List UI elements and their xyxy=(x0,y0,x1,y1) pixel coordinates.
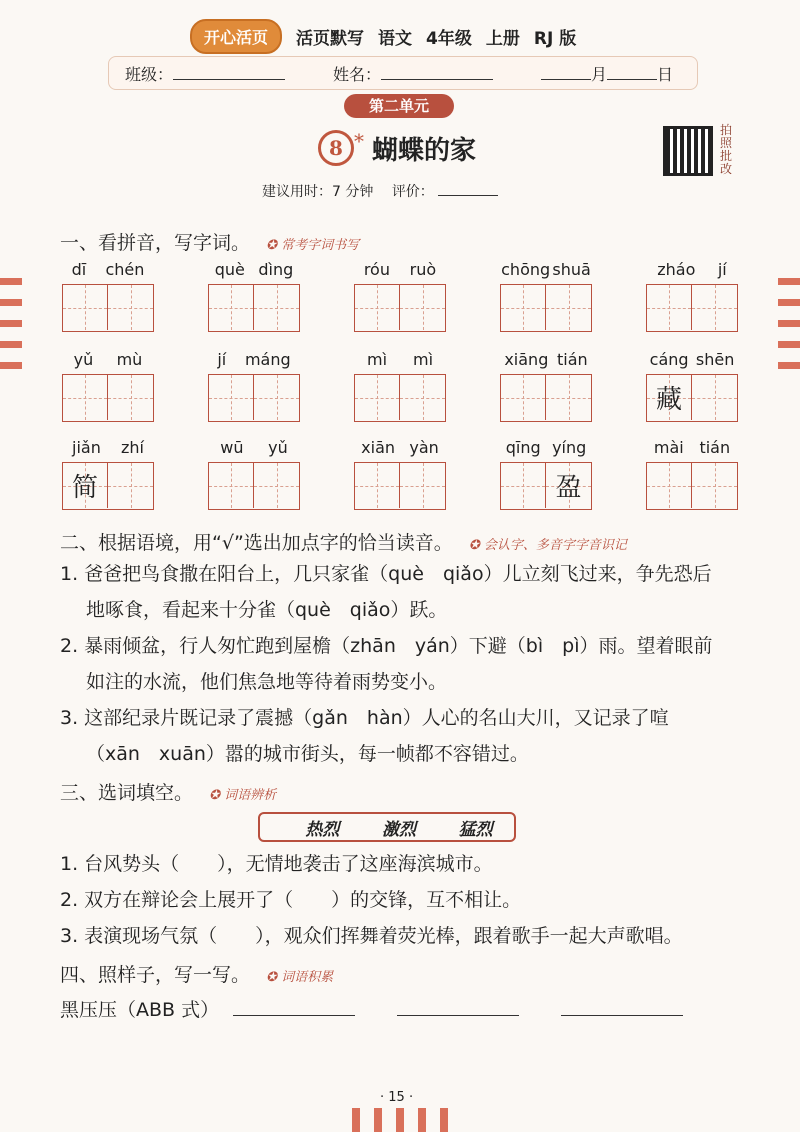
name-field[interactable] xyxy=(381,66,493,80)
writing-box[interactable] xyxy=(692,375,737,420)
pinyin-syllable: yǔ xyxy=(73,350,94,369)
section-1-title: 一、看拼音，写字词。 xyxy=(60,232,251,254)
section-2-title: 二、根据语境，用“√”选出加点字的恰当读音。 xyxy=(60,532,453,554)
written-char xyxy=(108,463,153,508)
student-info-bar xyxy=(108,56,698,90)
pinyin-word-cell xyxy=(646,260,738,332)
writing-box[interactable] xyxy=(63,463,108,508)
qr-caption: 拍照批改 xyxy=(720,123,733,176)
answer-blank[interactable] xyxy=(233,998,355,1016)
pinyin-word-cell xyxy=(500,350,592,422)
writing-grid xyxy=(500,462,592,510)
brand-logo: 开心活页 xyxy=(190,19,282,54)
writing-box[interactable] xyxy=(209,285,254,330)
pinyin-word-cell xyxy=(62,438,154,510)
pinyin-syllable: jí xyxy=(217,350,227,369)
edition: RJ 版 xyxy=(533,28,577,49)
meta-line xyxy=(262,181,498,201)
s3-item: 2. 双方在辩论会上展开了（ ）的交锋，互不相让。 xyxy=(60,889,522,911)
section-2-body xyxy=(60,556,750,772)
pinyin-label xyxy=(62,350,154,374)
writing-box[interactable] xyxy=(209,463,254,508)
pinyin-label xyxy=(646,350,738,374)
s2-line: 地啄食，看起来十分雀（què qiǎo）跃。 xyxy=(86,599,448,621)
writing-box[interactable] xyxy=(254,375,299,420)
writing-box[interactable] xyxy=(108,463,153,508)
section-3-tag: ✪ 词语辨析 xyxy=(209,788,277,803)
writing-box[interactable] xyxy=(63,285,108,330)
pinyin-syllable: yǔ xyxy=(268,438,288,457)
written-char xyxy=(355,375,399,420)
writing-box[interactable] xyxy=(400,463,445,508)
s2-line: 2. 暴雨倾盆，行人匆忙跑到屋檐（zhān yán）下避（bì pì）雨。望着眼前 xyxy=(60,635,713,657)
volume: 上册 xyxy=(485,28,520,49)
pinyin-label xyxy=(646,438,738,462)
class-label: 班级： xyxy=(125,64,174,84)
pinyin-word-cell xyxy=(62,260,154,332)
writing-grid xyxy=(208,462,300,510)
pinyin-syllable: mài xyxy=(653,438,684,457)
pinyin-syllable: wū xyxy=(220,438,244,457)
pinyin-syllable: shuā xyxy=(552,260,591,279)
written-char xyxy=(692,285,737,330)
pinyin-syllable: yíng xyxy=(552,438,587,457)
written-char xyxy=(692,463,737,508)
s2-line: 1. 爸爸把鸟食撒在阳台上，几只家雀（què qiǎo）儿立刻飞过来，争先恐后 xyxy=(60,563,712,585)
s2-line: （xān xuān）嚣的城市街头，每一帧都不容错过。 xyxy=(86,743,529,765)
written-char xyxy=(546,375,591,420)
pinyin-label xyxy=(62,260,154,284)
writing-grid xyxy=(646,462,738,510)
writing-box[interactable] xyxy=(692,463,737,508)
written-char xyxy=(692,375,737,420)
pinyin-word-cell xyxy=(62,350,154,422)
subject: 语文 xyxy=(378,28,413,49)
pinyin-syllable: yàn xyxy=(409,438,439,457)
section-3-heading xyxy=(60,778,276,805)
pinyin-syllable: mì xyxy=(412,350,434,369)
writing-grid xyxy=(354,284,446,332)
lesson-star: * xyxy=(354,129,364,153)
writing-box[interactable] xyxy=(209,375,254,420)
section-4-heading xyxy=(60,960,333,987)
unit-badge: 第二单元 xyxy=(344,94,454,118)
writing-box[interactable] xyxy=(546,285,591,330)
writing-box[interactable] xyxy=(400,375,445,420)
pinyin-syllable: què xyxy=(214,260,245,279)
pinyin-syllable: chén xyxy=(105,260,145,279)
writing-grid xyxy=(62,284,154,332)
qr-code-icon[interactable] xyxy=(663,126,713,176)
pinyin-word-cell xyxy=(500,438,592,510)
word-choice-box xyxy=(258,812,516,842)
pinyin-syllable: dī xyxy=(71,260,87,279)
writing-box[interactable] xyxy=(108,375,153,420)
bottom-decoration xyxy=(352,1108,448,1132)
pinyin-syllable: ruò xyxy=(409,260,437,279)
writing-grid xyxy=(500,284,592,332)
answer-blank[interactable] xyxy=(561,998,683,1016)
product-name: 活页默写 xyxy=(296,28,365,49)
lesson-title xyxy=(318,128,476,168)
pinyin-label xyxy=(500,260,592,284)
pinyin-word-cell xyxy=(646,350,738,422)
writing-box[interactable] xyxy=(501,463,546,508)
written-char xyxy=(355,285,399,330)
right-decoration xyxy=(778,278,800,369)
written-char xyxy=(400,463,445,508)
pinyin-word-cell xyxy=(354,438,446,510)
section-3-body xyxy=(60,846,750,954)
pinyin-syllable: mì xyxy=(366,350,388,369)
pinyin-label xyxy=(354,438,446,462)
pinyin-syllable: qīng xyxy=(505,438,541,457)
name-label: 姓名： xyxy=(333,64,382,84)
section-3-title: 三、选词填空。 xyxy=(60,782,194,804)
pinyin-syllable: mù xyxy=(116,350,143,369)
pinyin-syllable: tián xyxy=(699,438,731,457)
grade: 4年级 xyxy=(426,28,472,49)
s4-prompt: 黑压压（ABB 式） xyxy=(60,999,220,1021)
written-char xyxy=(254,375,299,420)
written-char: 藏 xyxy=(656,385,683,415)
written-char xyxy=(355,463,399,508)
pinyin-word-cell xyxy=(208,350,300,422)
section-4-body xyxy=(60,992,750,1028)
written-char xyxy=(546,285,591,330)
writing-box[interactable] xyxy=(254,285,299,330)
pinyin-syllable: tián xyxy=(557,350,588,369)
written-char: 盈 xyxy=(555,473,582,503)
writing-box[interactable] xyxy=(647,463,692,508)
pinyin-label xyxy=(62,438,154,462)
writing-grid xyxy=(208,284,300,332)
pinyin-word-cell xyxy=(354,350,446,422)
s2-line: 如注的水流，他们焦急地等待着雨势变小。 xyxy=(86,671,448,693)
s2-line: 3. 这部纪录片既记录了震撼（gǎn hàn）人心的名山大川，又记录了喧 xyxy=(60,707,669,729)
pinyin-label xyxy=(208,438,300,462)
pinyin-label xyxy=(354,260,446,284)
written-char xyxy=(209,375,253,420)
month-field[interactable] xyxy=(541,66,591,80)
written-char xyxy=(254,285,299,330)
section-4-tag: ✪ 词语积累 xyxy=(266,970,334,985)
written-char xyxy=(501,285,545,330)
written-char xyxy=(400,285,445,330)
written-char xyxy=(501,463,545,508)
writing-grid xyxy=(354,462,446,510)
s3-item: 3. 表演现场气氛（ ），观众们挥舞着荧光棒，跟着歌手一起大声歌唱。 xyxy=(60,925,683,947)
pinyin-word-cell xyxy=(208,438,300,510)
word-option: 激烈 xyxy=(381,819,416,840)
writing-grid xyxy=(354,374,446,422)
word-option: 热烈 xyxy=(305,819,340,840)
written-char xyxy=(63,285,107,330)
pinyin-syllable: jiǎn xyxy=(72,438,101,457)
written-char xyxy=(108,285,153,330)
written-char xyxy=(647,463,691,508)
pinyin-syllable: dìng xyxy=(258,260,294,279)
writing-grid xyxy=(646,374,738,422)
pinyin-label xyxy=(500,438,592,462)
writing-box[interactable] xyxy=(501,375,546,420)
pinyin-syllable: xiān xyxy=(361,438,396,457)
pinyin-syllable: chōng xyxy=(501,260,551,279)
writing-grid xyxy=(62,374,154,422)
pinyin-label xyxy=(208,350,300,374)
pinyin-syllable: cáng xyxy=(649,350,689,369)
section-2-heading xyxy=(60,528,627,555)
pinyin-syllable: zháo xyxy=(657,260,696,279)
writing-box[interactable] xyxy=(355,463,400,508)
writing-box[interactable] xyxy=(108,285,153,330)
writing-box[interactable] xyxy=(647,375,692,420)
writing-box[interactable] xyxy=(692,285,737,330)
pinyin-syllable: máng xyxy=(244,350,291,369)
written-char xyxy=(209,285,253,330)
eval-field[interactable] xyxy=(438,184,498,196)
pinyin-label xyxy=(500,350,592,374)
pinyin-word-cell xyxy=(646,438,738,510)
written-char xyxy=(400,375,445,420)
pinyin-syllable: zhí xyxy=(120,438,144,457)
section-2-tag: ✪ 会认字、多音字字音识记 xyxy=(468,538,627,553)
answer-blank[interactable] xyxy=(397,998,519,1016)
writing-grid xyxy=(208,374,300,422)
written-char xyxy=(63,375,107,420)
page-number: · 15 · xyxy=(380,1090,414,1105)
writing-grid xyxy=(62,462,154,510)
writing-box[interactable] xyxy=(546,463,591,508)
written-char xyxy=(647,285,691,330)
lesson-number: 8 xyxy=(318,130,354,166)
pinyin-word-cell xyxy=(208,260,300,332)
s3-item: 1. 台风势头（ ），无情地袭击了这座海滨城市。 xyxy=(60,853,493,875)
month-label: 月 xyxy=(591,64,608,84)
header-bar xyxy=(190,18,620,54)
pinyin-word-cell xyxy=(500,260,592,332)
written-char: 简 xyxy=(72,473,99,503)
day-field[interactable] xyxy=(607,66,657,80)
pinyin-label xyxy=(646,260,738,284)
writing-grid xyxy=(500,374,592,422)
suggested-time: 建议用时：7 分钟 xyxy=(262,184,374,200)
writing-box[interactable] xyxy=(355,285,400,330)
writing-box[interactable] xyxy=(63,375,108,420)
day-label: 日 xyxy=(657,64,674,84)
pinyin-syllable: shēn xyxy=(695,350,735,369)
class-field[interactable] xyxy=(173,66,285,80)
word-option: 猛烈 xyxy=(458,819,493,840)
writing-grid xyxy=(646,284,738,332)
eval-label: 评价： xyxy=(391,184,434,200)
writing-box[interactable] xyxy=(355,375,400,420)
pinyin-word-cell xyxy=(354,260,446,332)
pinyin-syllable: xiāng xyxy=(504,350,549,369)
written-char xyxy=(108,375,153,420)
writing-box[interactable] xyxy=(647,285,692,330)
lesson-title-text: 蝴蝶的家 xyxy=(372,135,477,166)
writing-box[interactable] xyxy=(400,285,445,330)
writing-box[interactable] xyxy=(501,285,546,330)
written-char xyxy=(254,463,299,508)
section-1-heading xyxy=(60,228,359,255)
section-4-title: 四、照样子，写一写。 xyxy=(60,964,251,986)
writing-box[interactable] xyxy=(546,375,591,420)
written-char xyxy=(209,463,253,508)
pinyin-syllable: jí xyxy=(717,260,727,279)
pinyin-label xyxy=(354,350,446,374)
writing-box[interactable] xyxy=(254,463,299,508)
pinyin-label xyxy=(208,260,300,284)
section-1-tag: ✪ 常考字词书写 xyxy=(266,238,360,253)
written-char xyxy=(501,375,545,420)
left-decoration xyxy=(0,278,22,369)
pinyin-syllable: róu xyxy=(363,260,390,279)
